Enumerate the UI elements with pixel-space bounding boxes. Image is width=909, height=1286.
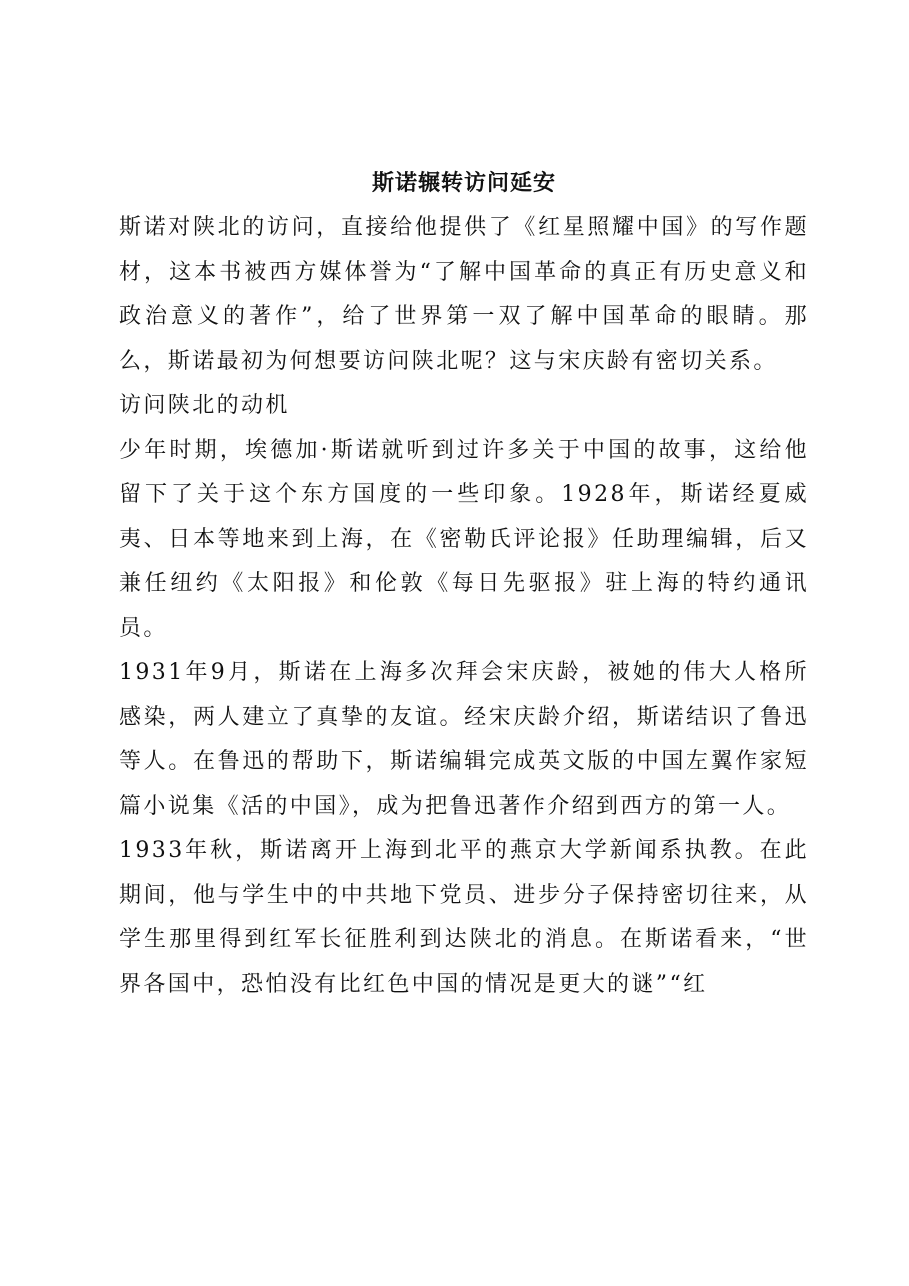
section-heading: 访问陕北的动机 [119,393,290,418]
document-title: 斯诺辗转访问延安 [371,170,556,196]
document-page [119,166,809,1007]
paragraph-1933: 1933年秋，斯诺离开上海到北平的燕京大学新闻系执教。在此期间，他与学生中的中共地下党员、进步分子保持密切往来，从学生那里得到红军长征胜利到达陕北的消息。在斯诺看来，“世界各国中，恐怕没有比红色中国的情况是更大的谜”“红 [119,838,809,997]
paragraph-1931: 1931年9月，斯诺在上海多次拜会宋庆龄，被她的伟大人格所感染，两人建立了真挚的友谊。经宋庆龄介绍，斯诺结识了鲁迅等人。在鲁迅的帮助下，斯诺编辑完成英文版的中国左翼作家短篇小说集《活的中国》，成为把鲁迅著作介绍到西方的第一人。 [119,660,809,819]
paragraph-youth: 少年时期，埃德加·斯诺就听到过许多关于中国的故事，这给他留下了关于这个东方国度的一些印象。1928年，斯诺经夏威夷、日本等地来到上海，在《密勒氏评论报》任助理编辑，后又兼任纽约《太阳报》和伦敦《每日先驱报》驻上海的特约通讯员。 [119,437,809,641]
paragraph-intro: 斯诺对陕北的访问，直接给他提供了《红星照耀中国》的写作题材，这本书被西方媒体誉为“了解中国革命的真正有历史意义和政治意义的著作”，给了世界第一双了解中国革命的眼睛。那么，斯诺最初为何想要访问陕北呢？这与宋庆龄有密切关系。 [119,215,809,374]
